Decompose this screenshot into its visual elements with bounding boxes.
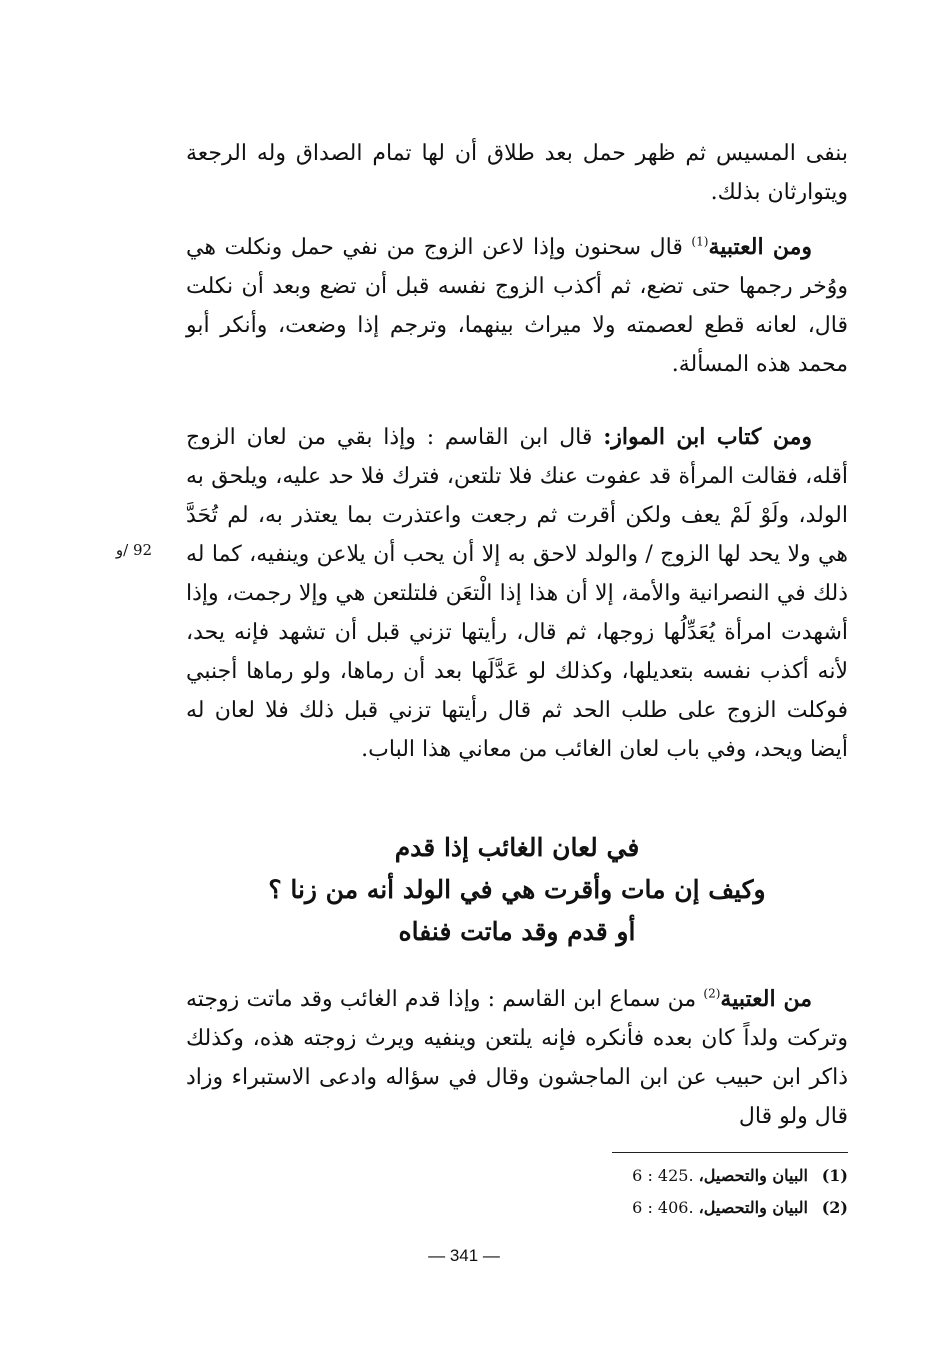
paragraph-4 (186, 980, 848, 1136)
footnote-source: البيان والتحصيل، (698, 1166, 808, 1185)
paragraph-1: بنفى المسيس ثم ظهر حمل بعد طلاق أن لها تمام الصداق وله الرجعة ويتوارثان بذلك. (186, 141, 848, 205)
paragraph-3-source: ومن كتاب ابن المواز: (603, 424, 812, 450)
paragraph-4-text: من سماع ابن القاسم : وإذا قدم الغائب وقد ماتت زوجته وتركت ولداً كان بعده فأنكره فإنه يلتعن وينفيه ويرث زوجته هذه، وكذلك ذاكر ابن حبيب عن ابن الماجشون وقال في سؤاله وادعى الاستبراء وزاد قال ولو قال (186, 987, 848, 1129)
footnote-2 (420, 1192, 848, 1224)
footnote-number: (2) (821, 1198, 848, 1217)
paragraph-4-block (186, 980, 848, 1136)
paragraph-3-block (186, 418, 848, 769)
footnote-source: البيان والتحصيل، (698, 1198, 808, 1217)
footnote-ref-2: (2) (703, 986, 721, 1001)
heading-line-2: وكيف إن مات وأقرت هي في الولد أنه من زنا ؟ (268, 875, 766, 904)
page-number: — 341 — (428, 1246, 500, 1265)
paragraph-2-text: قال سحنون وإذا لاعن الزوج من نفي حمل ونكلت هي ووُخر رجمها حتى تضع، ثم أكذب الزوج نفسه قبل أن تضع وبعد أن نكلت قال، لعانه قطع لعصمته ولا ميراث بينهما، وترجم إذا وضعت، وأنكر أبو محمد هذه المسألة. (186, 235, 848, 377)
paragraph-1-block (186, 134, 848, 212)
paragraph-3 (186, 418, 848, 769)
paragraph-2-block (186, 228, 848, 384)
section-heading (186, 827, 848, 953)
heading-line-3: أو قدم وقد ماتت فنفاه (398, 917, 636, 946)
footnotes (420, 1160, 848, 1224)
paragraph-3-text: قال ابن القاسم : وإذا بقي من لعان الزوج أقله، فقالت المرأة قد عفوت عنك فلا تلتعن، فترك فلا حد عليه، ويلحق به الولد، ولَوْ لَمْ يعف ولكن أقرت ثم رجعت واعتذرت بما يعتذر به، لم تُحَدَّ هي ولا يحد لها الزوج / والولد لاحق به إلا أن يحب أن يلاعن وينفيه، كما له ذلك في النصرانية والأمة، إلا أن هذا إذا الْتعَن فلتلتعن هي وإلا رجمت، وإذا أشهدت امرأة يُعَدِّلُها زوجها، ثم قال، رأيتها تزني قبل أن تشهد فإنه يحد، لأنه أكذب نفسه بتعديلها، وكذلك لو عَدَّلَها بعد أن رماها، ولو رماها أجنبي فوكلت الزوج على طلب الحد ثم قال رأيتها تزني قبل ذلك فلا لعان له أيضا ويحد، وفي باب لعان الغائب من معاني هذا الباب. (186, 425, 848, 762)
heading-line-1: في لعان الغائب إذا قدم (394, 833, 640, 862)
footnote-number: (1) (821, 1166, 848, 1185)
footnote-separator (612, 1152, 848, 1153)
footnote-citation: 6 : 406. (632, 1198, 694, 1217)
footnote-citation: 6 : 425. (632, 1166, 694, 1185)
footnote-1 (420, 1160, 848, 1192)
paragraph-4-source: من العتبية (720, 986, 812, 1012)
footnote-ref-1: (1) (691, 234, 709, 249)
manuscript-folio-note: 92 /و (115, 541, 153, 559)
paragraph-2-source: ومن العتبية (708, 234, 812, 260)
paragraph-2 (186, 228, 848, 384)
